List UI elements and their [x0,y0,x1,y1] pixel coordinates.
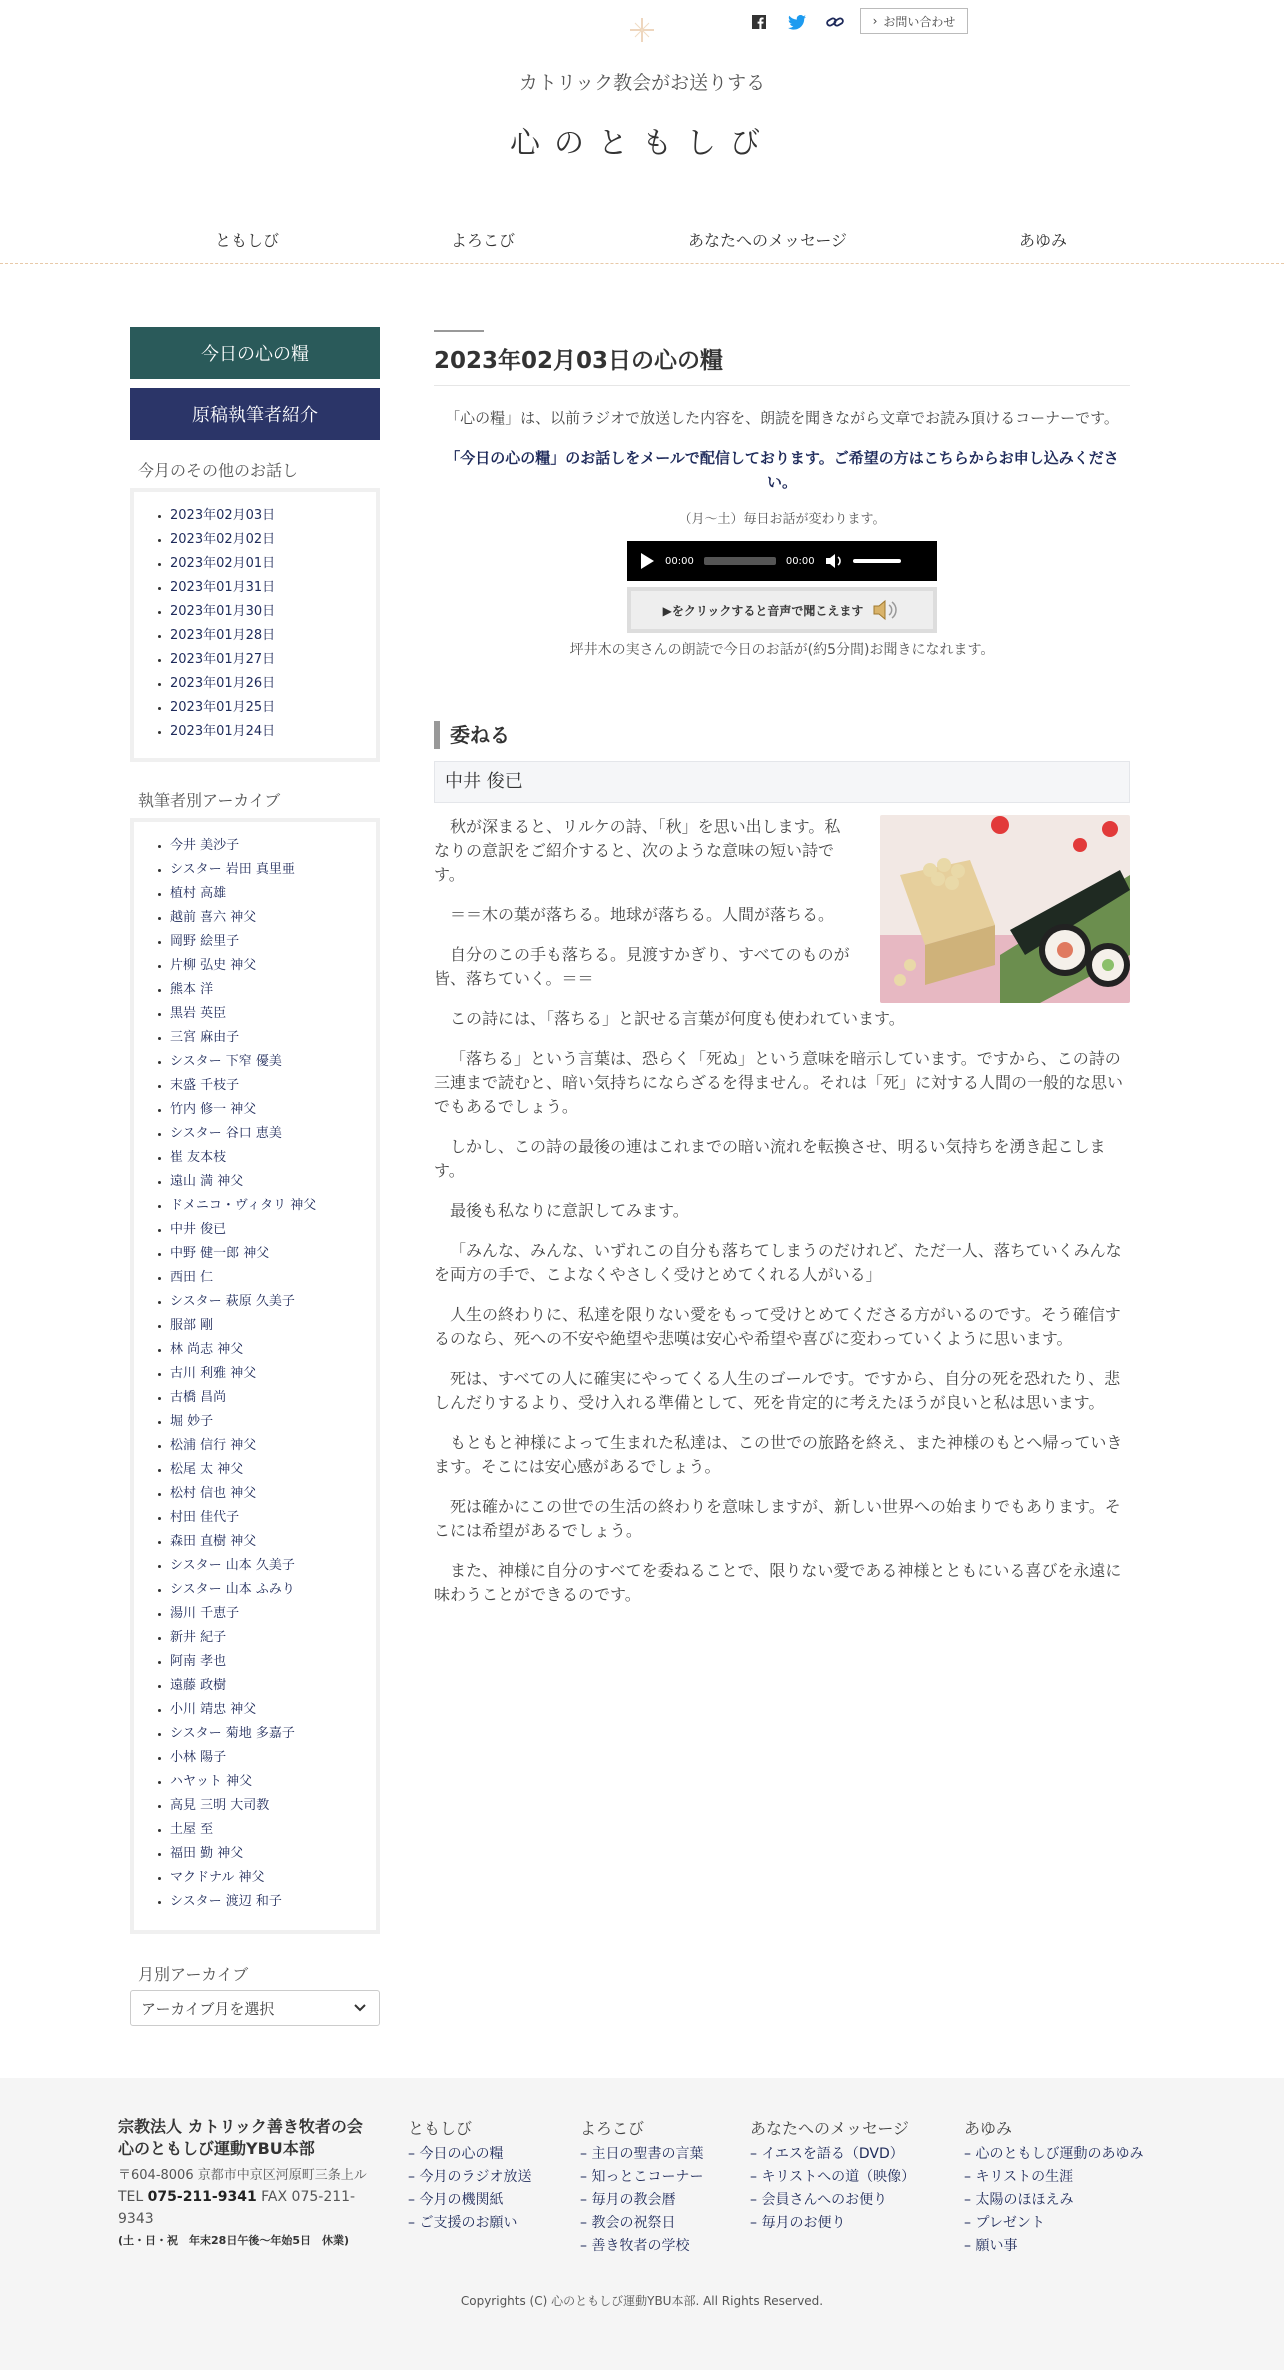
daily-change-note: （月～土）毎日お話が変わります。 [678,512,886,527]
contact-button[interactable] [860,8,968,34]
footer-link[interactable] [750,2166,915,2189]
footer-link[interactable] [408,2143,531,2166]
author-archive-link[interactable]: • 古橋 昌尚 [170,1386,376,1410]
author-archive-link[interactable]: • 古川 利雅 神父 [170,1362,376,1386]
article-paragraph: 死は確かにこの世での生活の終わりを意味しますが、新しい世界への始まりでもあります。そこには希望があるでしょう。 [434,1497,1121,1540]
author-archive-link[interactable]: • シスター 渡辺 和子 [170,1890,376,1914]
dash-bullet-icon: – [580,2238,592,2254]
author-archive-link[interactable]: • シスター 菊地 多嘉子 [170,1722,376,1746]
footer-link[interactable] [408,2189,531,2212]
author-archive-link[interactable]: • 林 尚志 神父 [170,1338,376,1362]
org-name: 宗教法人 カトリック善き牧者の会 [118,2117,363,2136]
author-archive-link[interactable]: • 遠山 満 神父 [170,1170,376,1194]
footer-link-label: ご支援のお願い [419,2215,518,2231]
org-address: 〒604-8006 京都市中京区河原町三条上ル [118,2168,367,2183]
title-accent-line [434,330,484,332]
dash-bullet-icon: – [408,2146,420,2162]
article-paragraph: この詩には、「落ちる」と訳せる言葉が何度も使われています。 [450,1009,905,1028]
month-list-box [130,488,380,762]
footer-link[interactable] [964,2166,1143,2189]
author-archive-link[interactable]: • マクドナル 神父 [170,1866,376,1890]
org-hours: (土・日・祝 年末28日午後〜年始5日 休業) [118,2234,350,2247]
footer-column [750,2116,915,2235]
footer-link-label: 善き牧者の学校 [591,2238,690,2254]
author-archive-link[interactable]: • 新井 紀子 [170,1626,376,1650]
author-archive-link[interactable]: • 松浦 信行 神父 [170,1434,376,1458]
speaker-icon [871,598,901,622]
chevron-right-icon: › [872,14,878,28]
footer-link-label: プレゼント [975,2215,1045,2231]
current-time: 00:00 [665,555,694,567]
article-paragraph: また、神様に自分のすべてを委ねることで、限りない愛である神様とともにいる喜びを永遠に味わうことができるのです。 [434,1561,1122,1604]
author-archive-link[interactable]: • 黒岩 英臣 [170,1002,376,1026]
chevron-down-icon [353,2003,367,2013]
dash-bullet-icon: – [750,2169,762,2185]
footer-link-label: 今月のラジオ放送 [419,2169,532,2185]
footer-link-label: 知っとこコーナー [591,2169,704,2185]
nav-item-ayumi[interactable]: あゆみ [1019,231,1068,250]
month-list [134,492,376,752]
author-archive-link[interactable]: • シスター 萩原 久美子 [170,1290,376,1314]
writers-intro-button[interactable]: 原稿執筆者紹介 [130,388,380,440]
author-archive-link[interactable]: • 竹内 修一 神父 [170,1098,376,1122]
seek-bar[interactable] [704,557,776,565]
author-archive-link[interactable]: • 遠藤 政樹 [170,1674,376,1698]
author-archive-link[interactable]: • 福田 勤 神父 [170,1842,376,1866]
dash-bullet-icon: – [964,2146,976,2162]
org-phone [118,2186,388,2230]
footer-link-label: 会員さんへのお便り [761,2192,888,2208]
volume-icon[interactable] [825,553,843,569]
month-archive-link[interactable]: • 2023年01月31日 [170,576,376,600]
dash-bullet-icon: – [964,2238,976,2254]
author-list-box [130,818,380,1934]
footer-link-label: キリストへの道（映像） [761,2169,916,2185]
footer-link[interactable] [580,2189,703,2212]
footer-column-heading[interactable]: あなたへのメッセージ [750,2119,910,2138]
listen-audio-button[interactable] [627,587,937,633]
author-archive-link[interactable]: • 松村 信也 神父 [170,1482,376,1506]
link-icon[interactable] [826,13,844,31]
article-paragraph: 死は、すべての人に確実にやってくる人生のゴールです。ですから、自分の死を恐れたり、悲しんだりするより、受け入れる準備として、死を肯定的に考えたほうが良いと私は思います。 [434,1369,1121,1412]
dash-bullet-icon: – [580,2169,592,2185]
tel-number[interactable]: 075-211-9341 [147,2189,257,2205]
contact-label: お問い合わせ [883,14,956,29]
footer-link-label: イエスを語る（DVD） [761,2146,904,2162]
footer-column [580,2116,703,2258]
footer-link-label: 教会の祝祭日 [591,2215,676,2231]
article-paragraph: 最後も私なりに意訳してみます。 [450,1201,689,1220]
article-paragraph: 秋が深まると、リルケの詩、「秋」を思い出します。私なりの意訳をご紹介すると、次のような意味の短い詩です。 [434,817,841,884]
article-paragraph: しかし、この詩の最後の連はこれまでの暗い流れを転換させ、明るい気持ちを湧き起こします。 [434,1137,1106,1180]
footer-link[interactable] [964,2212,1143,2235]
dash-bullet-icon: – [408,2192,420,2208]
total-time: 00:00 [785,555,815,567]
article-paragraph: 人生の終わりに、私達を限りない愛をもって受けとめてくださる方がいるのです。そう確信するのなら、死への不安や絶望や悲嘆は安心や希望や喜びに変わっていくように思います。 [434,1305,1121,1348]
footer-link[interactable] [408,2212,531,2235]
article-paragraph: ＝＝木の葉が落ちる。地球が落ちる。人間が落ちる。 [450,905,835,924]
nav-item-yorokobi[interactable]: よろこび [451,231,516,250]
author-list [134,822,376,1922]
author-archive-link[interactable]: • 中野 健一郎 神父 [170,1242,376,1266]
dash-bullet-icon: – [964,2215,976,2231]
dash-bullet-icon: – [408,2169,420,2185]
footer-link[interactable] [964,2235,1143,2258]
footer-link-label: 心のともしび運動のあゆみ [975,2146,1144,2162]
author-archive-link[interactable]: • 阿南 孝也 [170,1650,376,1674]
footer-link-label: 願い事 [975,2238,1018,2254]
cross-ornament-icon [628,16,656,44]
author-archive-link[interactable]: • 高見 三明 大司教 [170,1794,376,1818]
author-archive-link[interactable]: • 岡野 絵里子 [170,930,376,954]
footer-link[interactable] [964,2143,1143,2166]
site-title[interactable]: 心のともしび [510,126,774,161]
footer-link-label: 毎月のお便り [761,2215,846,2231]
footer-link[interactable] [750,2212,915,2235]
month-archive-link[interactable]: • 2023年01月24日 [170,720,376,744]
footer-link[interactable] [580,2143,703,2166]
author-archive-link[interactable]: • シスター 岩田 真里亜 [170,858,376,882]
footer [0,2078,1284,2370]
author-archive-link[interactable]: • ドメニコ・ヴィタリ 神父 [170,1194,376,1218]
author-archive-link[interactable]: • ハヤット 神父 [170,1770,376,1794]
footer-org [118,2116,388,2252]
article-paragraph: 「みんな、みんな、いずれこの自分も落ちてしまうのだけれど、ただ一人、落ちていくみんなを両方の手で、こよなくやさしく受けとめてくれる人がいる」 [434,1241,1122,1284]
dash-bullet-icon: – [750,2146,762,2162]
setsubun-photo [880,815,1130,1003]
volume-slider[interactable] [853,559,901,563]
author-name: 中井 俊已 [434,761,1130,803]
author-archive-link[interactable]: • 松尾 太 神父 [170,1458,376,1482]
nav-item-tomoshibi[interactable]: ともしび [215,231,280,250]
global-nav [0,218,1284,264]
reader-note: 坪井木の実さんの朗読で今日のお話が(約5分間)お聞きになれます。 [569,642,995,658]
audio-player [627,541,937,581]
author-archive-link[interactable]: • 熊本 洋 [170,978,376,1002]
footer-link-label: 今日の心の糧 [419,2146,504,2162]
author-archive-link[interactable]: • 末盛 千枝子 [170,1074,376,1098]
footer-link-label: 今月の機関紙 [419,2192,504,2208]
org-branch: 心のともしび運動YBU本部 [118,2139,315,2158]
author-archive-link[interactable]: • 服部 剛 [170,1314,376,1338]
author-archive-link[interactable]: • 片柳 弘史 神父 [170,954,376,978]
archive-month-select[interactable] [130,1990,380,2026]
footer-column-heading[interactable]: ともしび [408,2119,473,2138]
author-archive-link[interactable]: • 湯川 千恵子 [170,1602,376,1626]
author-archive-link[interactable]: • 植村 高雄 [170,882,376,906]
author-archive-link[interactable]: • 村田 佳代子 [170,1506,376,1530]
month-archive-link[interactable]: • 2023年01月30日 [170,600,376,624]
intro-text: 「心の糧」は、以前ラジオで放送した内容を、朗読を聞きながら文章でお読み頂けるコーナーです。 [445,409,1119,427]
nav-item-message[interactable]: あなたへのメッセージ [688,231,848,250]
monthly-archive-heading: 月別アーカイブ [138,1965,249,1984]
dash-bullet-icon: – [964,2169,976,2185]
dash-bullet-icon: – [964,2192,976,2208]
listen-label: ▶をクリックすると音声で聞こえます [662,603,864,618]
today-kokoro-button[interactable]: 今日の心の糧 [130,327,380,379]
dash-bullet-icon: – [750,2192,762,2208]
author-archive-link[interactable]: • 崔 友本枝 [170,1146,376,1170]
footer-link[interactable] [580,2212,703,2235]
facebook-icon[interactable] [750,13,768,31]
footer-link-label: キリストの生涯 [975,2169,1074,2185]
site-subtitle: カトリック教会がお送りする [518,72,766,94]
author-archive-link[interactable]: • 森田 直樹 神父 [170,1530,376,1554]
footer-link-label: 毎月の教会暦 [591,2192,676,2208]
dash-bullet-icon: – [580,2215,592,2231]
footer-link[interactable] [580,2235,703,2258]
author-archive-link[interactable]: • 中井 俊已 [170,1218,376,1242]
mail-subscribe-link[interactable]: 「今日の心の糧」のお話しをメールで配信しております。ご希望の方はこちらからお申し込みください。 [445,449,1119,491]
author-archive-link[interactable]: • 西田 仁 [170,1266,376,1290]
article-body [434,815,1130,1607]
twitter-icon[interactable] [788,13,806,31]
month-archive-link[interactable]: • 2023年01月27日 [170,648,376,672]
month-archive-link[interactable]: • 2023年01月25日 [170,696,376,720]
author-archive-link[interactable]: • 堀 妙子 [170,1410,376,1434]
dash-bullet-icon: – [408,2215,420,2231]
author-archive-link[interactable]: • シスター 下窄 優美 [170,1050,376,1074]
archive-select-value: アーカイブ月を選択 [141,1999,275,2018]
fax-number: FAX 075-211-9343 [118,2189,356,2227]
author-archive-link[interactable]: • 越前 喜六 神父 [170,906,376,930]
author-archive-heading: 執筆者別アーカイブ [138,791,281,810]
section-title: 委ねる [434,721,1130,749]
author-archive-link[interactable]: • シスター 山本 ふみり [170,1578,376,1602]
footer-link-label: 太陽のほほえみ [975,2192,1074,2208]
author-archive-link[interactable]: • 三宮 麻由子 [170,1026,376,1050]
footer-link[interactable] [408,2166,531,2189]
dash-bullet-icon: – [580,2192,592,2208]
article-paragraph: もともと神様によって生まれた私達は、この世での旅路を終え、また神様のもとへ帰っていきます。そこには安心感があるでしょう。 [434,1433,1123,1476]
author-archive-link[interactable]: • 土屋 至 [170,1818,376,1842]
play-icon[interactable] [639,552,655,570]
author-archive-link[interactable]: • 今井 美沙子 [170,834,376,858]
dash-bullet-icon: – [750,2215,762,2231]
dash-bullet-icon: – [580,2146,592,2162]
page-title: 2023年02月03日の心の糧 [434,342,1130,386]
month-archive-link[interactable]: • 2023年01月26日 [170,672,376,696]
copyright: Copyrights (C) 心のともしび運動YBU本部. All Rights Reserved. [460,2294,824,2308]
footer-column-heading[interactable]: あゆみ [964,2119,1013,2138]
footer-link[interactable] [750,2189,915,2212]
month-archive-link[interactable]: • 2023年01月28日 [170,624,376,648]
author-archive-link[interactable]: • シスター 山本 久美子 [170,1554,376,1578]
article-paragraph: 「落ちる」という言葉は、恐らく「死ぬ」という意味を暗示しています。ですから、この詩の三連まで読むと、暗い気持ちにならざるを得ません。それは「死」に対する人間の一般的な思いでもあるでしょう。 [434,1049,1123,1116]
article-paragraph: 自分のこの手も落ちる。見渡すかぎり、すべてのものが皆、落ちていく。＝＝ [434,945,850,988]
footer-link[interactable] [750,2143,915,2166]
tel-label: TEL [118,2189,144,2205]
month-archive-link[interactable]: • 2023年02月03日 [170,504,376,528]
month-other-heading: 今月のその他のお話し [138,461,299,480]
month-archive-link[interactable]: • 2023年02月01日 [170,552,376,576]
author-archive-link[interactable]: • 小川 靖忠 神父 [170,1698,376,1722]
footer-column [964,2116,1143,2258]
footer-link-label: 主日の聖書の言葉 [591,2146,704,2162]
footer-link[interactable] [964,2189,1143,2212]
author-archive-link[interactable]: • シスター 谷口 恵美 [170,1122,376,1146]
footer-link[interactable] [580,2166,703,2189]
footer-column-heading[interactable]: よろこび [580,2119,645,2138]
author-archive-link[interactable]: • 小林 陽子 [170,1746,376,1770]
footer-column [408,2116,531,2235]
month-archive-link[interactable]: • 2023年02月02日 [170,528,376,552]
main-content [434,330,1130,1623]
